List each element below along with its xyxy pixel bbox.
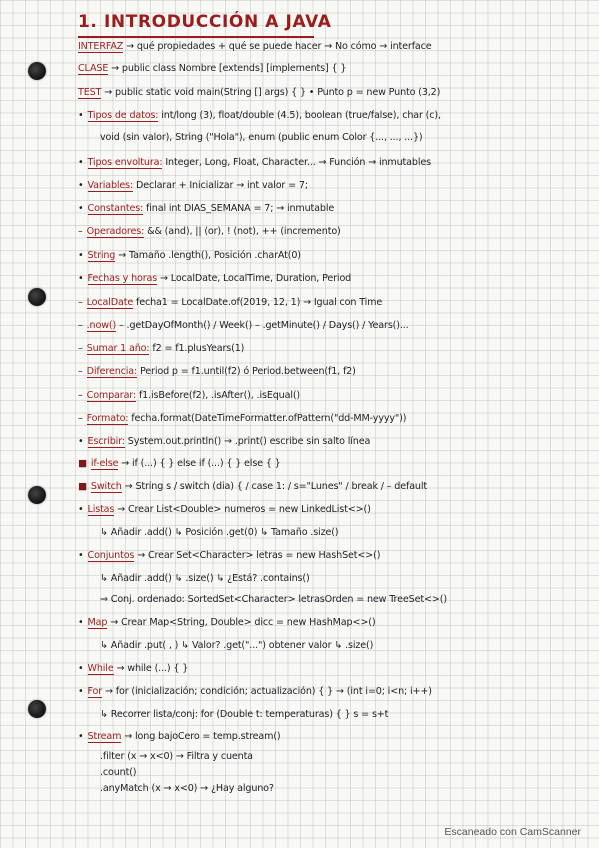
note-line bbox=[78, 226, 341, 238]
note-line bbox=[78, 41, 432, 53]
bullet-marker: • bbox=[78, 617, 84, 628]
binder-hole-icon bbox=[28, 486, 46, 504]
note-heading: Stream bbox=[87, 731, 122, 742]
note-text: → Crear Map<String, Double> dicc = new HashMap<>() bbox=[110, 617, 376, 628]
note-text: → while (...) { } bbox=[116, 663, 189, 674]
note-heading: String bbox=[87, 250, 116, 261]
note-heading: Operadores: bbox=[86, 226, 145, 237]
note-text: ↳ Recorrer lista/conj: for (Double t: temperaturas) { } s = s+t bbox=[100, 709, 389, 720]
note-text: fecha1 = LocalDate.of(2019, 12, 1) → Igual con Time bbox=[136, 297, 383, 308]
note-heading: Comparar: bbox=[86, 390, 137, 401]
note-heading: Map bbox=[87, 617, 108, 628]
bullet-marker: • bbox=[78, 663, 84, 674]
note-text: System.out.println() → .print() escribe sin salto línea bbox=[127, 436, 371, 447]
note-heading: Tipos de datos: bbox=[87, 110, 159, 121]
note-heading: Switch bbox=[90, 481, 122, 492]
note-line bbox=[78, 320, 409, 332]
note-heading: Escribir: bbox=[87, 436, 125, 447]
bullet-marker: – bbox=[78, 413, 83, 424]
note-text: final int DIAS_SEMANA = 7; → inmutable bbox=[146, 203, 335, 214]
note-text: f2 = f1.plusYears(1) bbox=[152, 343, 245, 354]
note-line bbox=[78, 504, 371, 516]
note-text: && (and), || (or), ! (not), ++ (incremento) bbox=[147, 226, 341, 237]
note-line bbox=[78, 63, 346, 75]
bullet-marker: • bbox=[78, 731, 84, 742]
note-line bbox=[78, 180, 308, 192]
bullet-marker: – bbox=[78, 297, 83, 308]
note-line bbox=[78, 686, 432, 698]
note-line bbox=[78, 617, 375, 629]
note-text: ⇒ Conj. ordenado: SortedSet<Character> letrasOrden = new TreeSet<>() bbox=[100, 594, 447, 605]
bullet-marker: • bbox=[78, 686, 84, 697]
note-line bbox=[100, 594, 447, 606]
note-heading: CLASE bbox=[78, 63, 109, 74]
note-text: void (sin valor), String ("Hola"), enum (public enum Color {..., ..., ...}) bbox=[100, 132, 423, 143]
note-line bbox=[78, 110, 441, 122]
bullet-marker: • bbox=[78, 550, 84, 561]
bullet-marker: – bbox=[78, 343, 83, 354]
note-text: → if (...) { } else if (...) { } else { } bbox=[121, 458, 281, 469]
bullet-marker: • bbox=[78, 436, 84, 447]
note-text: f1.isBefore(f2), .isAfter(), .isEqual() bbox=[138, 390, 301, 401]
note-heading: Conjuntos bbox=[87, 550, 135, 561]
note-line bbox=[78, 481, 427, 493]
note-line bbox=[78, 297, 382, 309]
note-heading: Constantes: bbox=[87, 203, 144, 214]
bullet-marker: • bbox=[78, 250, 84, 261]
scanner-watermark: Escaneado con CamScanner bbox=[444, 826, 581, 838]
note-text: → Crear List<Double> numeros = new LinkedList<>() bbox=[117, 504, 371, 515]
bullet-marker: • bbox=[78, 504, 84, 515]
bullet-marker: • bbox=[78, 110, 84, 121]
note-line bbox=[78, 343, 244, 355]
note-text: → Tamaño .length(), Posición .charAt(0) bbox=[118, 250, 301, 261]
note-text: → for (inicialización; condición; actualización) { } → (int i=0; i<n; i++) bbox=[104, 686, 432, 697]
note-text: → String s / switch (dia) { / case 1: / s="Lunes" / break / – default bbox=[124, 481, 427, 492]
note-text: → long bajoCero = temp.stream() bbox=[124, 731, 281, 742]
note-line bbox=[78, 273, 351, 285]
note-line bbox=[100, 751, 253, 763]
note-heading: INTERFAZ bbox=[78, 41, 124, 52]
note-text: fecha.format(DateTimeFormatter.ofPattern("dd-MM-yyyy")) bbox=[131, 413, 407, 424]
bullet-marker: – bbox=[78, 366, 83, 377]
note-text: → qué propiedades + qué se puede hacer → No cómo → interface bbox=[126, 41, 432, 52]
note-text: ↳ Añadir .add() ↳ .size() ↳ ¿Está? .contains() bbox=[100, 573, 310, 584]
note-text: ↳ Añadir .put( , ) ↳ Valor? .get("...") obtener valor ↳ .size() bbox=[100, 640, 374, 651]
note-heading: Sumar 1 año: bbox=[86, 343, 150, 354]
note-heading: Listas bbox=[87, 504, 115, 515]
bullet-marker: – bbox=[78, 320, 83, 331]
note-line bbox=[78, 413, 406, 425]
note-line bbox=[78, 157, 431, 169]
note-line bbox=[78, 663, 188, 675]
note-text: → Crear Set<Character> letras = new HashSet<>() bbox=[137, 550, 381, 561]
note-line bbox=[100, 783, 274, 795]
note-text: .anyMatch (x → x<0) → ¿Hay alguno? bbox=[100, 783, 274, 794]
note-line bbox=[78, 390, 300, 402]
note-text: → LocalDate, LocalTime, Duration, Period bbox=[160, 273, 352, 284]
note-line bbox=[100, 767, 136, 779]
note-heading: While bbox=[87, 663, 114, 674]
note-text: Integer, Long, Float, Character... → Función → inmutables bbox=[165, 157, 431, 168]
note-line bbox=[78, 366, 356, 378]
binder-hole-icon bbox=[28, 62, 46, 80]
note-line bbox=[100, 640, 373, 652]
note-heading: Fechas y horas bbox=[87, 273, 158, 284]
note-line bbox=[78, 731, 281, 743]
note-line bbox=[100, 573, 310, 585]
note-heading: Formato: bbox=[86, 413, 129, 424]
note-heading: if-else bbox=[90, 458, 119, 469]
note-heading: TEST bbox=[78, 87, 102, 98]
note-line bbox=[78, 458, 281, 470]
note-text: ↳ Añadir .add() ↳ Posición .get(0) ↳ Tamaño .size() bbox=[100, 527, 339, 538]
note-line bbox=[78, 203, 334, 215]
page-title: 1. INTRODUCCIÓN A JAVA bbox=[78, 12, 332, 32]
note-text: .count() bbox=[100, 767, 137, 778]
note-line bbox=[78, 87, 440, 99]
note-heading: Diferencia: bbox=[86, 366, 138, 377]
bullet-marker: • bbox=[78, 157, 84, 168]
note-text: → public class Nombre [extends] [implements] { } bbox=[111, 63, 347, 74]
note-text: → public static void main(String [] args) { } • Punto p = new Punto (3,2) bbox=[104, 87, 441, 98]
note-text: – .getDayOfMonth() / Week() – .getMinute() / Days() / Years()... bbox=[119, 320, 409, 331]
bullet-marker: • bbox=[78, 180, 84, 191]
note-line bbox=[78, 550, 380, 562]
note-heading: For bbox=[87, 686, 103, 697]
note-heading: .now() bbox=[86, 320, 117, 331]
note-text: int/long (3), float/double (4.5), boolean (true/false), char (c), bbox=[161, 110, 441, 121]
bullet-marker: ■ bbox=[78, 458, 87, 469]
note-line bbox=[78, 250, 301, 262]
note-heading: Variables: bbox=[87, 180, 134, 191]
bullet-marker: – bbox=[78, 390, 83, 401]
binder-hole-icon bbox=[28, 700, 46, 718]
title-underline bbox=[78, 36, 314, 38]
binder-hole-icon bbox=[28, 288, 46, 306]
note-text: Period p = f1.until(f2) ó Period.between(f1, f2) bbox=[140, 366, 356, 377]
note-line bbox=[78, 436, 370, 448]
note-text: Declarar + Inicializar → int valor = 7; bbox=[136, 180, 308, 191]
note-line bbox=[100, 527, 338, 539]
note-line bbox=[100, 132, 423, 144]
note-heading: LocalDate bbox=[86, 297, 134, 308]
note-line bbox=[100, 709, 388, 721]
bullet-marker: • bbox=[78, 273, 84, 284]
note-text: .filter (x → x<0) → Filtra y cuenta bbox=[100, 751, 253, 762]
bullet-marker: • bbox=[78, 203, 84, 214]
bullet-marker: ■ bbox=[78, 481, 87, 492]
note-heading: Tipos envoltura: bbox=[87, 157, 163, 168]
bullet-marker: – bbox=[78, 226, 83, 237]
